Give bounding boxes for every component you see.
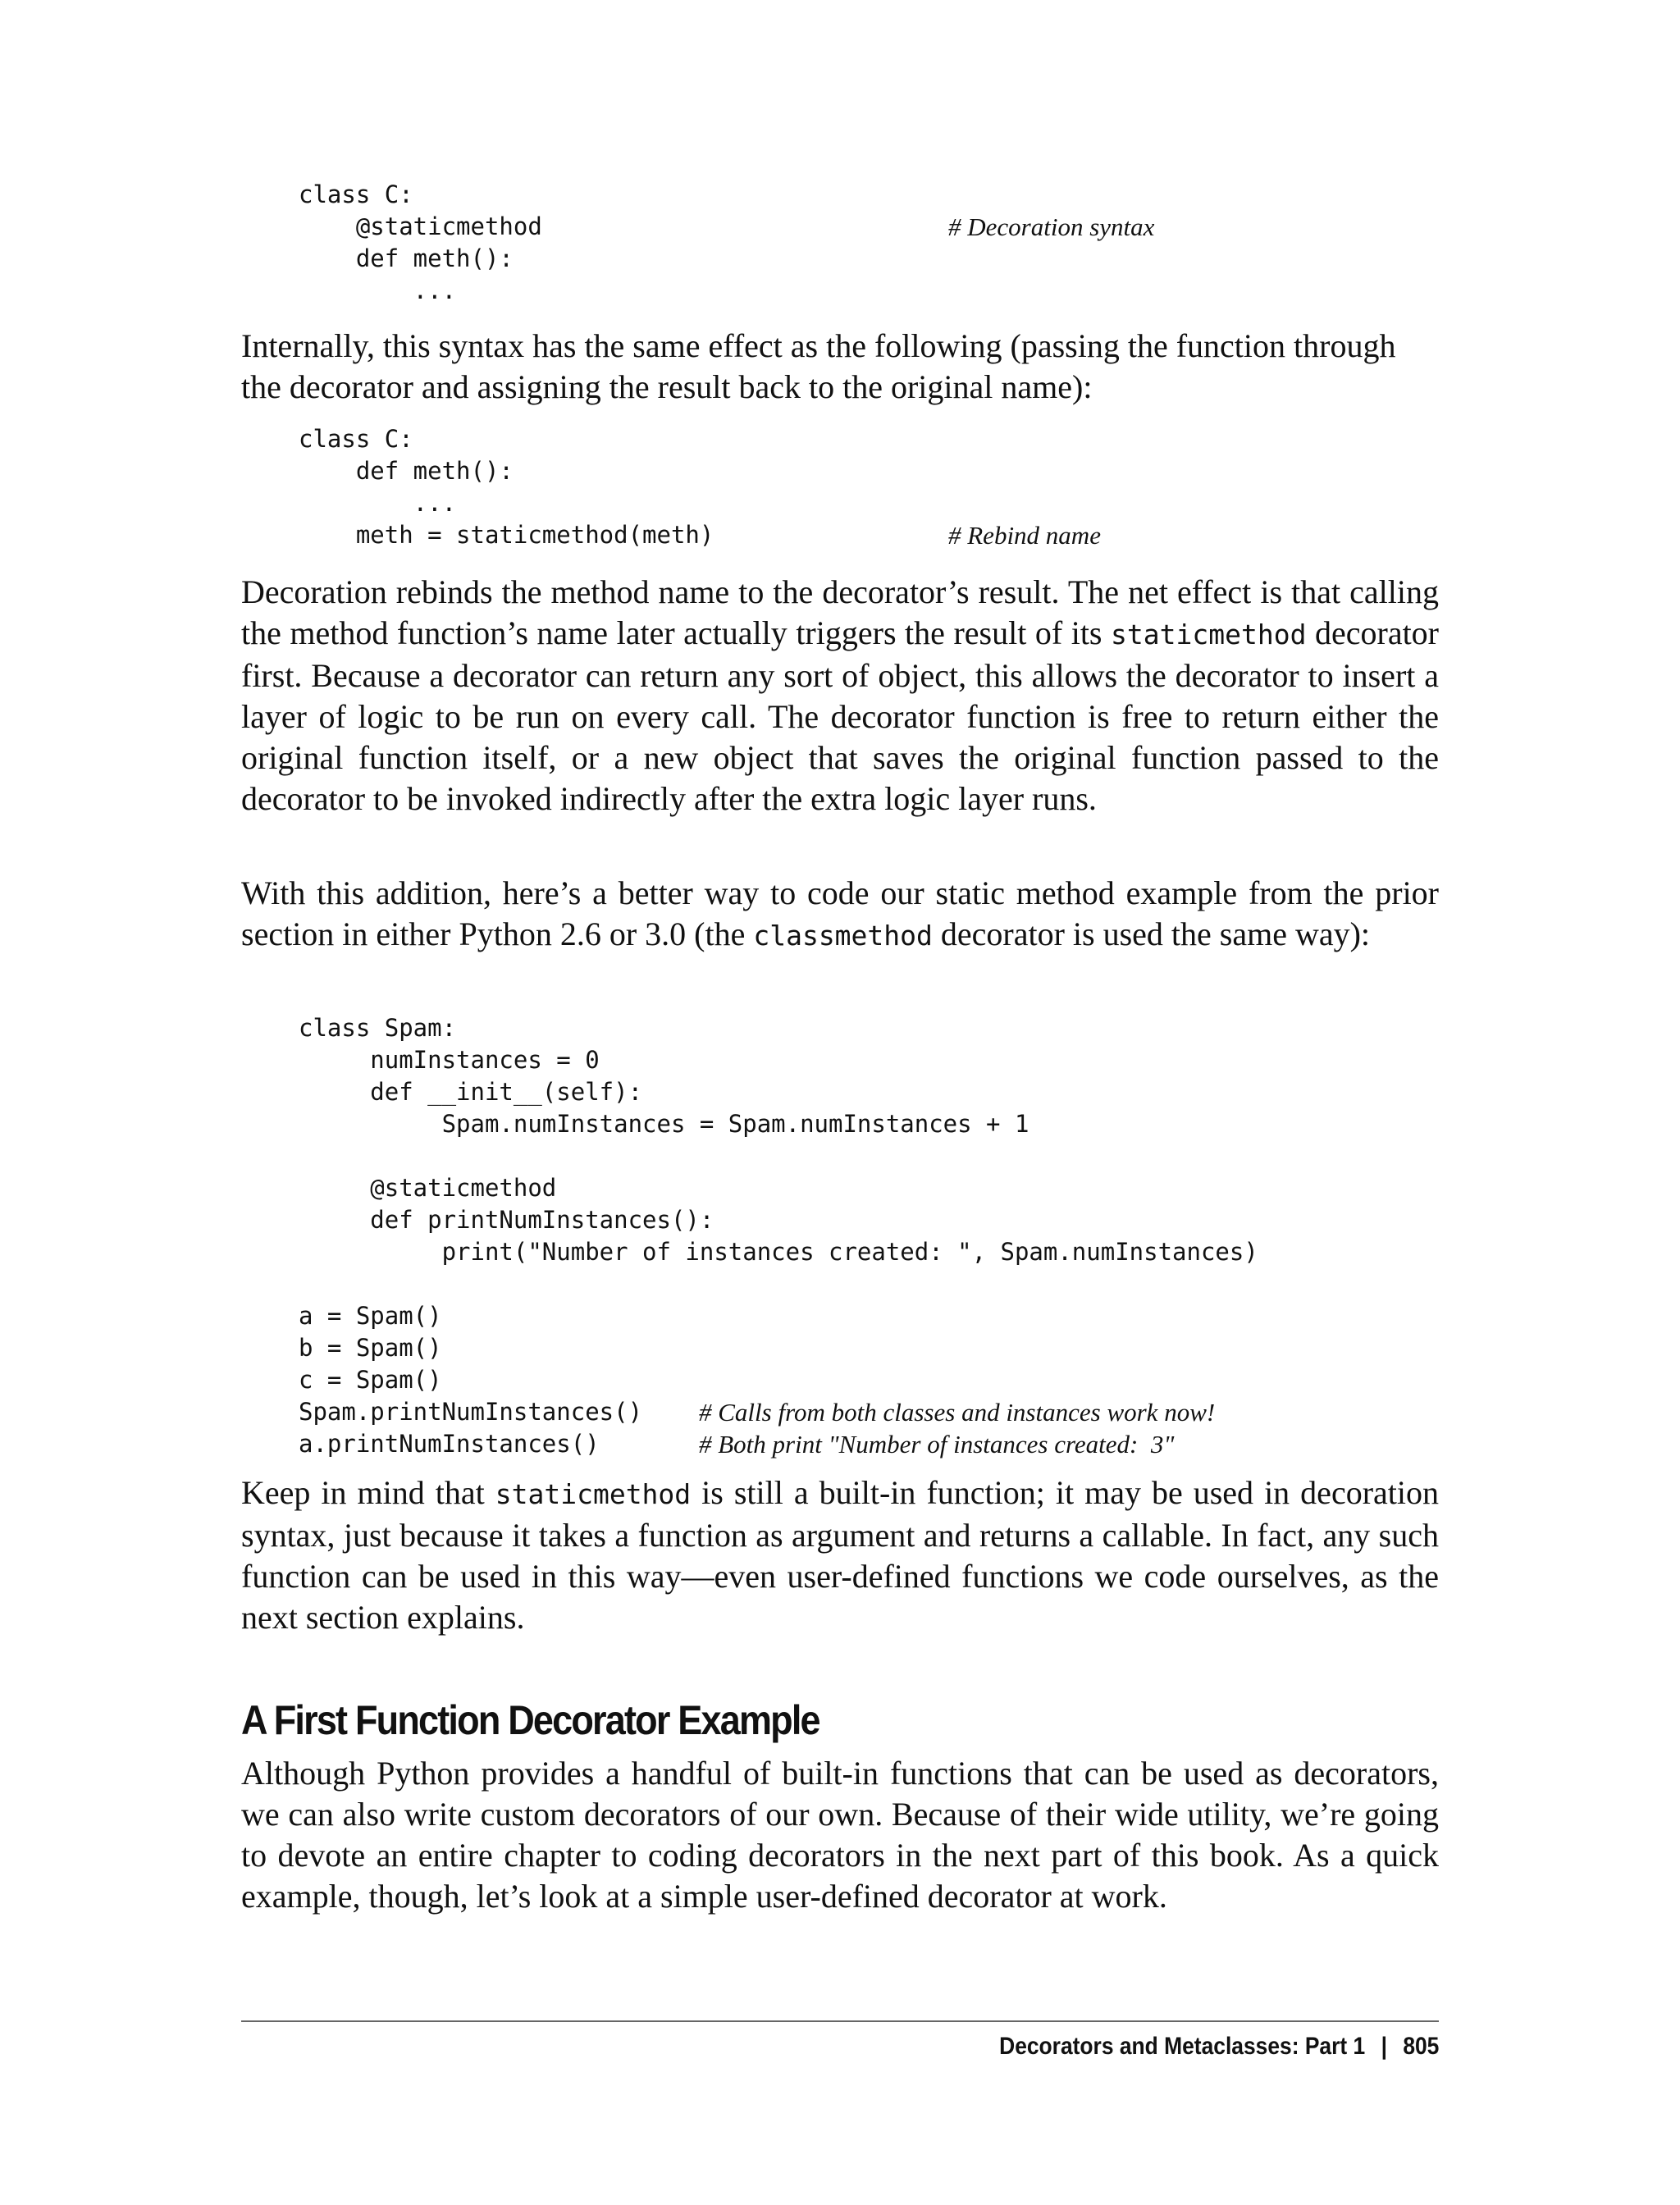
page-number: 805 [1402,2033,1439,2060]
code-text: class C: [299,425,413,453]
code-block-spam-class [299,1012,1258,1460]
code-line [299,1268,1258,1300]
code-line [299,487,714,519]
code-line [299,1108,1258,1140]
code-text: ... [299,489,457,517]
code-line [299,1076,1258,1108]
code-comment: # Decoration syntax [948,212,1155,241]
code-text: class Spam: [299,1014,457,1042]
code-text: numInstances = 0 [299,1046,600,1074]
code-line [299,179,542,211]
code-text: class C: [299,180,413,208]
code-line [299,1396,1258,1428]
footer-rule [241,2020,1439,2022]
code-text: def __init__(self): [299,1078,643,1106]
code-comment: # Both print "Number of instances created: 3" [699,1430,1175,1459]
code-comment: # Calls from both classes and instances work now! [699,1398,1216,1427]
footer-separator: | [1381,2033,1387,2060]
paragraph-better-way: With this addition, here’s a better way to code our static method example from the prior section in either Python 2.6 or 3.0 (the classmethod decorator is used the same way): [241,874,1439,952]
code-text: ... [299,276,457,304]
code-line [299,1364,1258,1396]
code-text: @staticmethod [299,1174,557,1202]
paragraph-custom-decorators: Although Python provides a handful of built-in functions that can be used as decorators, we can also write custom decorators of our own. Because of their wide utility, we’re going to devote an entire chapter to coding decorators in the next part of this book. As a quick example, though, let’s look at a simple user-defined decorator at work. [241,1755,1439,1915]
page-footer [999,2033,1439,2061]
code-line [299,1428,1258,1460]
inline-code-classmethod: classmethod [753,920,933,952]
code-line [299,243,542,275]
code-line [299,455,714,487]
code-line [299,211,1155,243]
code-text: a.printNumInstances() [299,1430,600,1458]
code-line [299,423,714,455]
code-text: @staticmethod [299,212,542,240]
code-text: a = Spam() [299,1302,442,1330]
code-text: meth = staticmethod(meth) [299,521,714,549]
paragraph-keep-in-mind: Keep in mind that staticmethod is still a built-in function; it may be used in decoration syntax, just because it takes a function as argument and returns a callable. In fact, any such function can be used in this way—even user-defined functions we code ourselves, as the next section explains. [241,1474,1439,1636]
code-line [299,275,542,307]
inline-code-staticmethod: staticmethod [1111,619,1307,651]
code-block-rebind [299,423,1101,551]
code-block-decoration-syntax [299,179,1155,307]
paragraph-internal-effect: Internally, this syntax has the same effect as the following (passing the function through the decorator and assigning the result back to the original name): [241,327,1396,405]
inline-code-staticmethod-2: staticmethod [495,1478,692,1510]
code-text: def meth(): [299,244,514,272]
code-text: def printNumInstances(): [299,1206,714,1234]
code-line [299,1204,1258,1236]
code-text: def meth(): [299,457,514,485]
code-text: c = Spam() [299,1366,442,1394]
running-title: Decorators and Metaclasses: Part 1 [998,2033,1365,2060]
code-line [299,1140,1258,1172]
paragraph-decoration-rebinds: Decoration rebinds the method name to the decorator’s result. The net effect is that calling the method function’s name later actually triggers the result of its staticmethod decorator first. Because a decorator can return any sort of object, this allows the decorator to insert a layer of logic to be run on every call. The decorator function is free to return either the original function itself, or a new object that saves the original function passed to the decorator to be invoked indirectly after the extra logic layer runs. [241,573,1440,817]
code-text: print("Number of instances created: ", Spam.numInstances) [299,1238,1258,1266]
code-line [299,1044,1258,1076]
code-line [299,1172,1258,1204]
code-line [299,1300,1258,1332]
code-text: Spam.printNumInstances() [299,1398,643,1426]
code-line [299,519,1101,551]
code-line [299,1332,1258,1364]
code-text: b = Spam() [299,1334,442,1362]
code-line [299,1012,1258,1044]
code-text: Spam.numInstances = Spam.numInstances + 1 [299,1110,1029,1138]
section-heading: A First Function Decorator Example [241,1697,819,1743]
code-comment: # Rebind name [948,521,1101,550]
code-line [299,1236,1258,1268]
